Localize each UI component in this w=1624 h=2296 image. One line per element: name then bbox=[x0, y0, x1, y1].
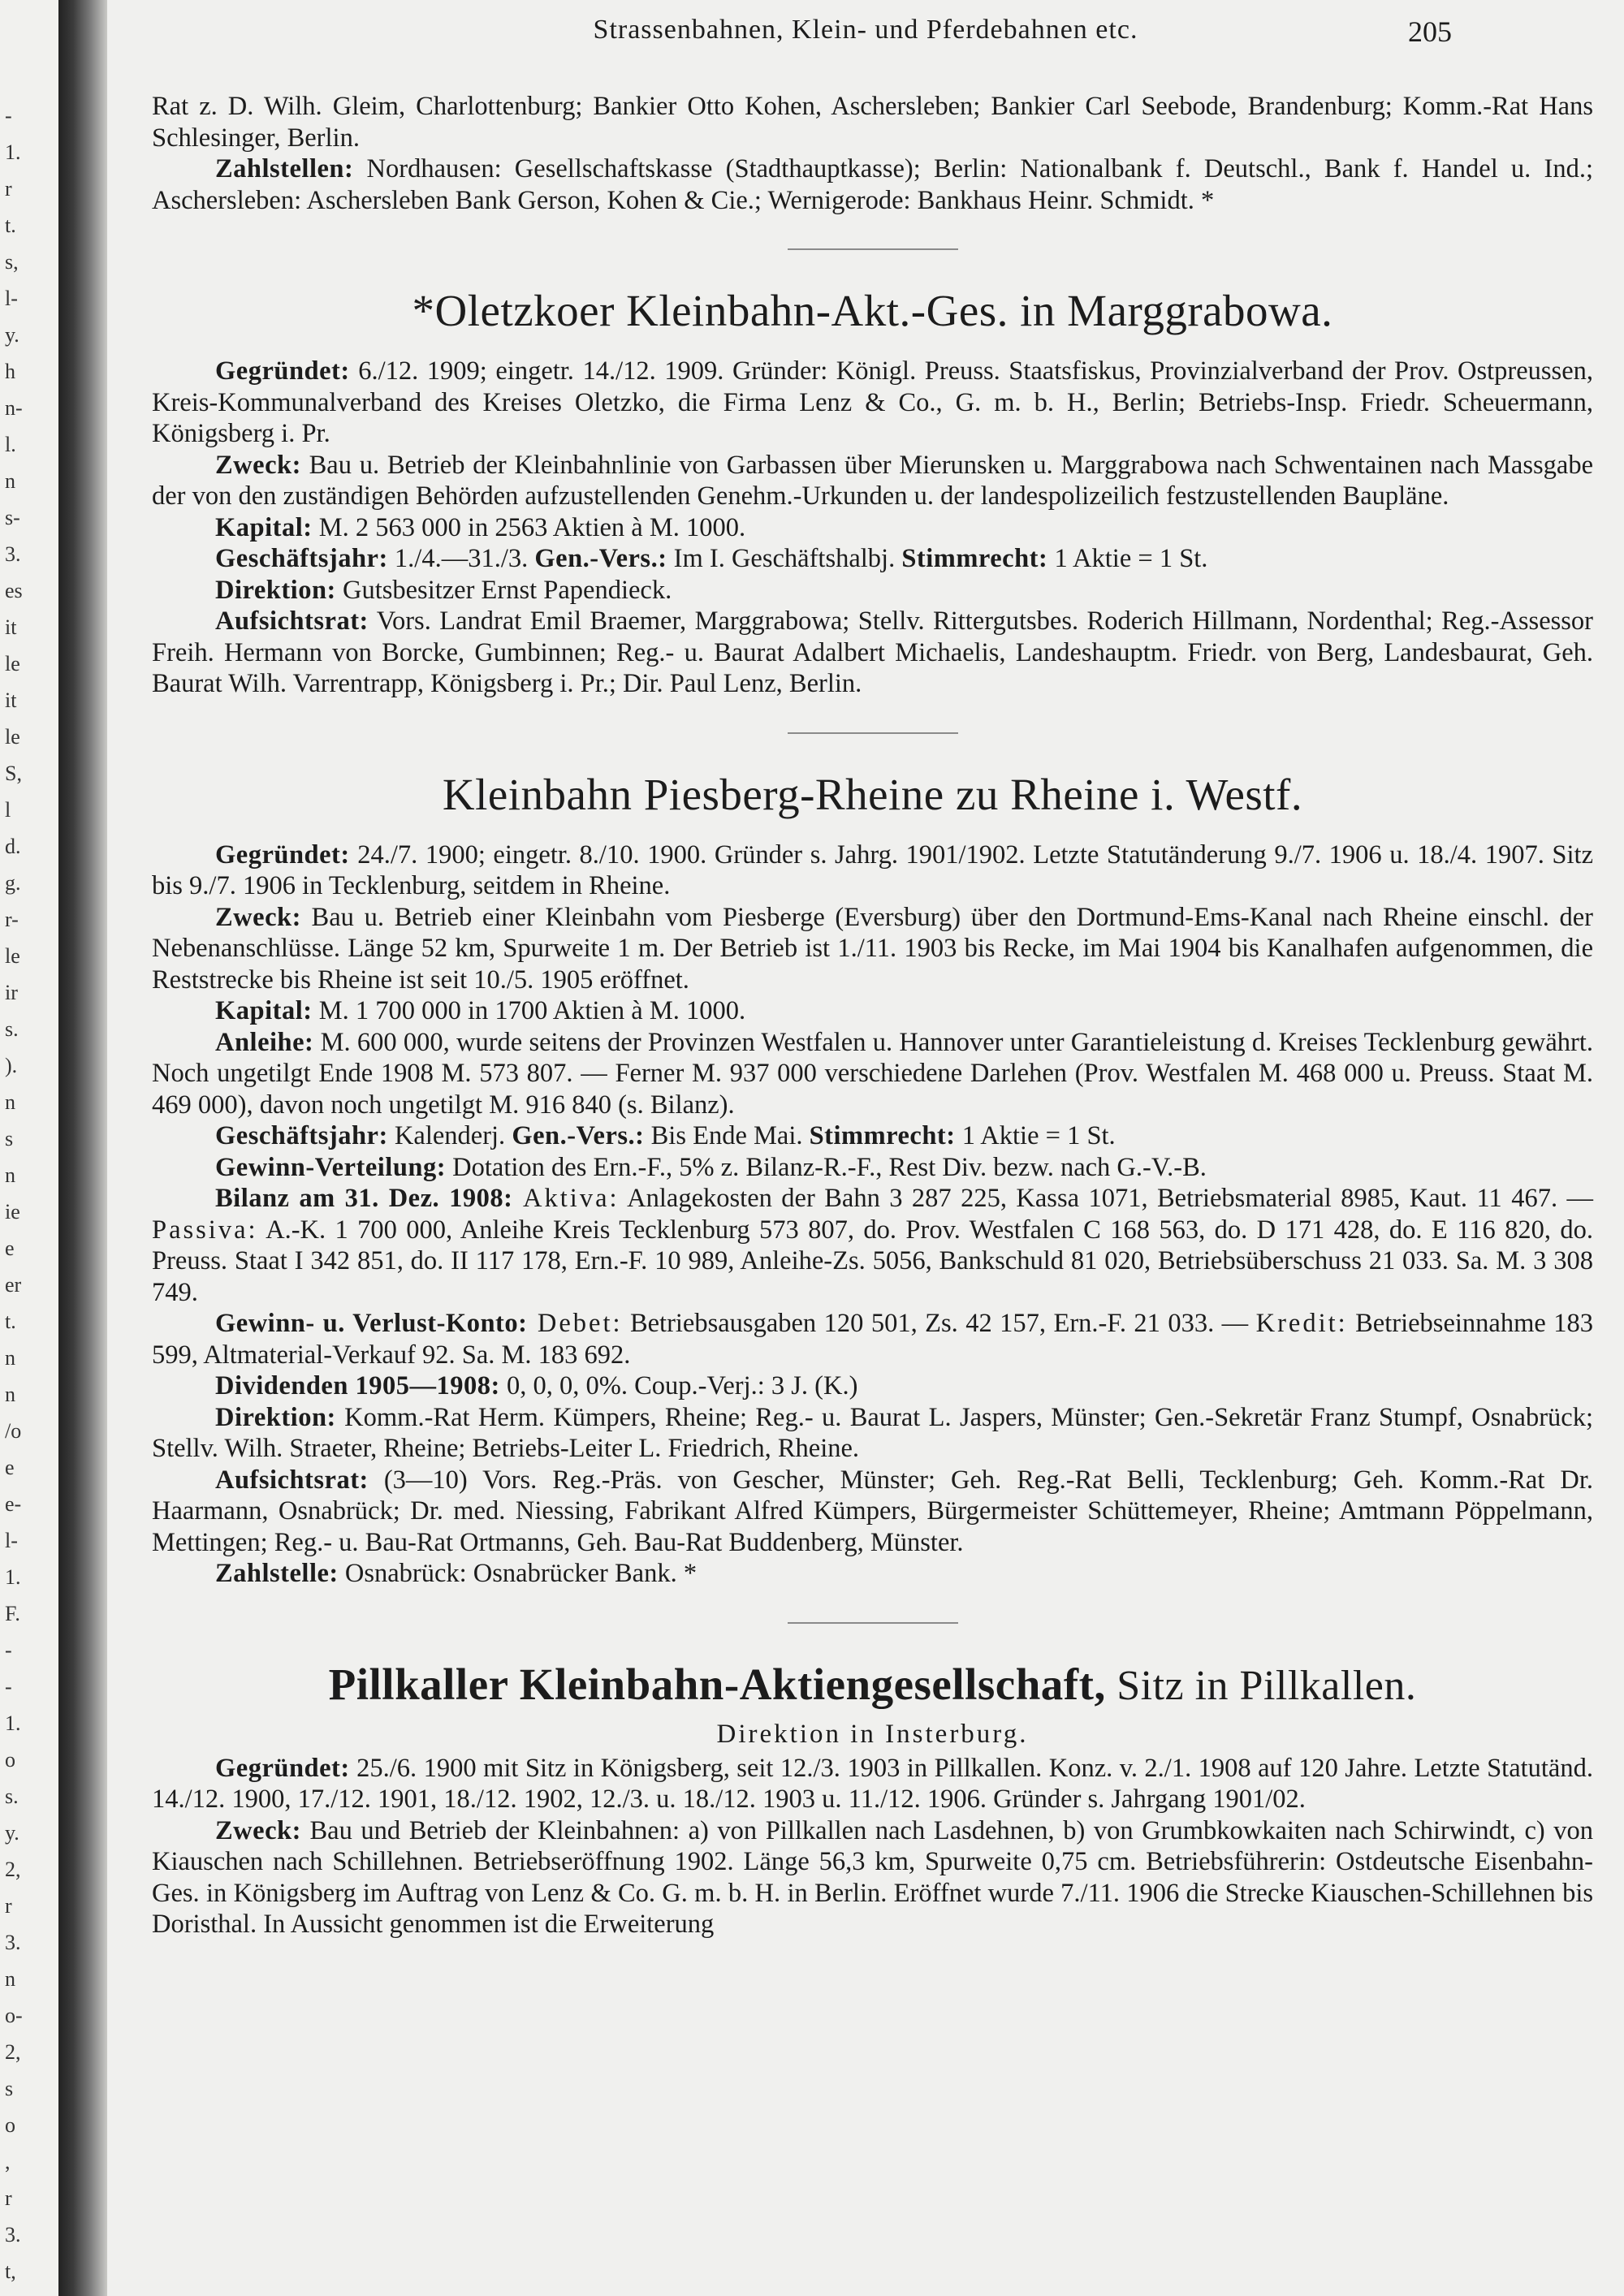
field-text: Betriebsausgaben 120 501, Zs. 42 157, Ern.-F. 21 033. — bbox=[622, 1309, 1256, 1338]
margin-fragment: le bbox=[5, 652, 20, 675]
field-text: Gutsbesitzer Ernst Papendieck. bbox=[335, 575, 672, 605]
margin-fragment: l bbox=[5, 798, 11, 822]
s1-kapital bbox=[152, 512, 1593, 544]
field-text: Komm.-Rat Herm. Kümpers, Rheine; Reg.- u. Baurat L. Jaspers, Münster; Gen.-Sekretär Franz Stumpf, Osnabrück; Stellv. Wilh. Straeter, Rheine; Betriebs-Leiter L. Friedrich, Rheine. bbox=[152, 1402, 1593, 1463]
s2-gegruendet bbox=[152, 839, 1593, 902]
s2-zweck bbox=[152, 902, 1593, 996]
field-label: Gegründet: bbox=[215, 356, 350, 386]
margin-fragment: le bbox=[5, 944, 20, 968]
running-head-title: Strassenbahnen, Klein- und Pferdebahnen etc. bbox=[593, 15, 1138, 45]
field-text: 25./6. 1900 mit Sitz in Königsberg, seit 12./3. 1903 in Pillkallen. Konz. v. 2./1. 1908 auf 120 Jahre. Letzte Statutänd. 14./12. 1900, 17./12. 1901, 18./12. 1902, 12./3. u. 18./12. 1903 u. 11./12. 1906. Gründer s. Jahrgang 1901/02. bbox=[152, 1753, 1593, 1814]
field-text: 1 Aktie = 1 St. bbox=[1047, 544, 1208, 573]
field-label: Bilanz am 31. Dez. 1908: bbox=[215, 1184, 513, 1213]
s2-geschaeftsjahr bbox=[152, 1120, 1593, 1152]
text-column bbox=[152, 91, 1593, 1940]
field-text: M. 2 563 000 in 2563 Aktien à M. 1000. bbox=[312, 512, 746, 542]
field-label: Zweck: bbox=[215, 902, 301, 932]
field-label: Kapital: bbox=[215, 512, 313, 542]
field-label: Geschäftsjahr: bbox=[215, 544, 388, 573]
field-text: Bau u. Betrieb einer Kleinbahn vom Piesberge (Eversburg) über den Dortmund-Ems-Kanal nach Rheine einschl. der Nebenanschlüsse. Länge 52 km, Spurweite 1 m. Der Betrieb ist 1./11. 1903 bis Recke, im Mai 1904 bis Kanalhafen aufgenommen, die Reststrecke bis Rheine ist seit 10./5. 1905 eröffnet. bbox=[152, 902, 1593, 995]
section-subheading: Direktion in Insterburg. bbox=[716, 1719, 1029, 1749]
field-text: 6./12. 1909; eingetr. 14./12. 1909. Gründer: Königl. Preuss. Staatsfiskus, Provinzialverband der Prov. Ostpreussen, Kreis-Kommunalverband des Kreises Oletzko, die Firma Lenz & Co., G. m. b. H., Berlin; Betriebs-Insp. Friedr. Scheuermann, Königsberg i. Pr. bbox=[152, 356, 1593, 448]
field-text: Dotation des Ern.-F., 5% z. Bilanz-R.-F., Rest Div. bezw. nach G.-V.-B. bbox=[446, 1152, 1207, 1182]
field-sublabel: Passiva: bbox=[152, 1215, 258, 1245]
margin-fragment: - bbox=[5, 1675, 12, 1698]
field-label: Gen.-Vers.: bbox=[512, 1121, 645, 1150]
section-heading-oletzkoer: *Oletzkoer Kleinbahn-Akt.-Ges. in Marggrabowa. bbox=[412, 286, 1333, 335]
page bbox=[107, 0, 1624, 2296]
section-divider bbox=[788, 732, 958, 734]
section-divider bbox=[788, 248, 958, 250]
margin-fragment: s- bbox=[5, 506, 20, 529]
margin-fragment: s. bbox=[5, 1017, 19, 1041]
margin-fragment: 2, bbox=[5, 1858, 21, 1881]
heading-main: Pillkaller Kleinbahn-Aktiengesellschaft, bbox=[328, 1659, 1106, 1709]
margin-fragment: l. bbox=[5, 433, 16, 456]
margin-fragment: er bbox=[5, 1273, 22, 1297]
field-text: M. 600 000, wurde seitens der Provinzen Westfalen u. Hannover unter Garantieleistung d. Kreises Tecklenburg gewährt. Noch ungetilgt Ende 1908 M. 573 807. — Ferner M. 937 000 verschiedene Darlehen (Prov. Westfalen M. 468 000 u. Preuss. Staat M. 469 000), davon noch ungetilgt M. 916 840 (s. Bilanz). bbox=[152, 1027, 1593, 1120]
page-number: 205 bbox=[1408, 15, 1452, 48]
field-text: 0, 0, 0, 0%. Coup.-Verj.: 3 J. (K.) bbox=[499, 1371, 858, 1400]
margin-fragment: 1. bbox=[5, 1565, 21, 1589]
field-label: Direktion: bbox=[215, 1402, 336, 1432]
field-label: Zweck: bbox=[215, 1815, 301, 1845]
margin-fragment: 3. bbox=[5, 1931, 21, 1954]
s1-zweck bbox=[152, 450, 1593, 512]
margin-fragment: n bbox=[5, 1163, 15, 1187]
margin-fragment: l- bbox=[5, 1529, 18, 1552]
s1-aufsichtsrat bbox=[152, 606, 1593, 700]
margin-fragment: le bbox=[5, 725, 20, 749]
margin-fragment: 3. bbox=[5, 2223, 21, 2246]
field-text: Betriebseinnahme 183 599, Altmaterial-Verkauf 92. Sa. M. 183 692. bbox=[152, 1309, 1593, 1370]
margin-fragment: e- bbox=[5, 1492, 22, 1516]
field-text: Anlagekosten der Bahn 3 287 225, Kassa 1071, Betriebsmaterial 8985, Kaut. 11 467. — bbox=[619, 1184, 1594, 1213]
s2-dividenden bbox=[152, 1370, 1593, 1402]
margin-fragment: - bbox=[5, 104, 12, 127]
margin-fragment: n bbox=[5, 1967, 15, 1991]
s2-zahlstelle bbox=[152, 1558, 1593, 1590]
margin-fragment: s bbox=[5, 1127, 14, 1150]
s1-direktion bbox=[152, 575, 1593, 606]
margin-fragment: n bbox=[5, 469, 15, 493]
margin-fragment: o- bbox=[5, 2004, 23, 2027]
margin-fragment: d. bbox=[5, 835, 21, 858]
book-spine bbox=[58, 0, 107, 2296]
field-label: Zahlstellen: bbox=[215, 154, 354, 183]
field-text: Kalenderj. bbox=[387, 1121, 512, 1150]
margin-fragment: r bbox=[5, 177, 12, 201]
margin-fragment: g. bbox=[5, 871, 21, 895]
section-heading-piesberg: Kleinbahn Piesberg-Rheine zu Rheine i. Westf. bbox=[442, 769, 1303, 819]
margin-fragment: it bbox=[5, 688, 17, 712]
field-text: 24./7. 1900; eingetr. 8./10. 1900. Gründer s. Jahrg. 1901/1902. Letzte Statutänderung 9./7. 1906 u. 18./4. 1907. Sitz bis 9./7. 1906 in Tecklenburg, seitdem in Rheine. bbox=[152, 839, 1593, 900]
field-label: Gegründet: bbox=[215, 839, 350, 870]
field-label: Gewinn-Verteilung: bbox=[215, 1152, 447, 1182]
field-label: Stimmrecht: bbox=[901, 544, 1048, 573]
margin-fragment: r bbox=[5, 1894, 12, 1918]
field-text: Osnabrück: Osnabrücker Bank. * bbox=[338, 1559, 698, 1588]
margin-fragment: r bbox=[5, 2186, 12, 2210]
field-text: (3—10) Vors. Reg.-Präs. von Gescher, Münster; Geh. Reg.-Rat Belli, Tecklenburg; Geh. Komm.-Rat Dr. Haarmann, Osnabrück; Dr. med. Niessing, Fabrikant Alfred Kümpers, Bürgermeister Schüttemeyer, Rheine; Amtmann Pöppelmann, Mettingen; Reg.- u. Bau-Rat Ortmanns, Geh. Bau-Rat Buddenberg, Münster. bbox=[152, 1465, 1593, 1557]
margin-fragment: h bbox=[5, 360, 15, 383]
section-heading-pillkaller bbox=[152, 1656, 1593, 1715]
field-sublabel: Debet: bbox=[527, 1309, 623, 1338]
field-label: Dividenden 1905—1908: bbox=[215, 1371, 500, 1400]
s2-anleihe bbox=[152, 1027, 1593, 1121]
field-text: 1./4.—31./3. bbox=[387, 544, 535, 573]
margin-fragment: t. bbox=[5, 214, 16, 237]
field-label: Gen.-Vers.: bbox=[534, 544, 667, 573]
margin-fragment: 2, bbox=[5, 2040, 21, 2064]
margin-fragment: n- bbox=[5, 396, 23, 420]
running-head bbox=[107, 15, 1624, 55]
margin-fragment: es bbox=[5, 579, 23, 602]
margin-fragment: r- bbox=[5, 908, 19, 931]
field-label: Gegründet: bbox=[215, 1753, 350, 1783]
margin-fragment: 3. bbox=[5, 542, 21, 566]
margin-fragment: F. bbox=[5, 1602, 20, 1625]
field-text: Bau und Betrieb der Kleinbahnen: a) von Pillkallen nach Lasdehnen, b) von Grumbkowkaiten nach Schirwindt, c) von Kiauschen nach Schillehnen. Betriebseröffnung 1902. Länge 56,3 km, Spurweite 0,75 cm. Betriebsführerin: Ostdeutsche Eisenbahn-Ges. in Königsberg im Auftrag von Lenz & Co. G. m. b. H. in Berlin. Eröffnet wurde 7./11. 1906 die Strecke Kiauschen-Schillehnen bis Doristhal. In Aussicht genommen ist die Erweiterung bbox=[152, 1815, 1593, 1939]
field-text: Nordhausen: Gesellschaftskasse (Stadthauptkasse); Berlin: Nationalbank f. Deutschl., Bank f. Handel u. Ind.; Aschersleben: Aschersleben Bank Gerson, Kohen & Cie.; Wernigerode: Bankhaus Heinr. Schmidt. * bbox=[152, 154, 1593, 215]
s3-gegruendet bbox=[152, 1753, 1593, 1815]
field-sublabel: Kredit: bbox=[1255, 1309, 1348, 1338]
field-label: Kapital: bbox=[215, 996, 313, 1025]
field-label: Zahlstelle: bbox=[215, 1559, 339, 1588]
margin-fragment: s, bbox=[5, 250, 19, 274]
margin-fragment: it bbox=[5, 615, 17, 639]
field-label: Aufsichtsrat: bbox=[215, 1465, 369, 1495]
field-label: Geschäftsjahr: bbox=[215, 1121, 388, 1150]
field-text: 1 Aktie = 1 St. bbox=[955, 1121, 1116, 1150]
margin-fragment: , bbox=[5, 2150, 11, 2173]
margin-fragment: n bbox=[5, 1383, 15, 1406]
s2-kapital bbox=[152, 995, 1593, 1027]
field-label: Gewinn- u. Verlust-Konto: bbox=[215, 1309, 528, 1338]
s2-gewinn-verteilung bbox=[152, 1152, 1593, 1184]
margin-fragment: s bbox=[5, 2077, 14, 2100]
margin-fragment: t, bbox=[5, 2259, 16, 2283]
field-text: M. 1 700 000 in 1700 Aktien à M. 1000. bbox=[312, 996, 746, 1025]
intro-paragraph: Rat z. D. Wilh. Gleim, Charlottenburg; Bankier Otto Kohen, Aschersleben; Bankier Carl Seebode, Brandenburg; Komm.-Rat Hans Schlesinger, Berlin. bbox=[152, 92, 1593, 153]
margin-fragment: y. bbox=[5, 1821, 19, 1845]
adjacent-page-edge bbox=[0, 0, 58, 2296]
field-text: Bis Ende Mai. bbox=[644, 1121, 810, 1150]
field-label: Zweck: bbox=[215, 450, 301, 480]
field-label: Anleihe: bbox=[215, 1027, 314, 1057]
s2-aufsichtsrat bbox=[152, 1465, 1593, 1559]
s2-direktion bbox=[152, 1402, 1593, 1465]
margin-fragment: l- bbox=[5, 287, 18, 310]
field-text: A.-K. 1 700 000, Anleihe Kreis Tecklenburg 573 807, do. Prov. Westfalen C 168 563, do. D 171 428, do. E 116 820, do. Preuss. Staat I 342 851, do. II 117 178, Ern.-F. 10 989, Anleihe-Zs. 5056, Bankschuld 81 020, Betriebsüberschuss 21 033. Sa. M. 3 308 749. bbox=[152, 1215, 1593, 1307]
heading-tail: Sitz in Pillkallen. bbox=[1105, 1662, 1417, 1709]
field-label: Direktion: bbox=[215, 575, 336, 605]
field-text: Vors. Landrat Emil Braemer, Marggrabowa; Stellv. Rittergutsbes. Roderich Hillmann, Nordenthal; Reg.-Assessor Freih. Hermann von Borcke, Gumbinnen; Reg.- u. Baurat Adalbert Michaelis, Landeshauptm. Friedr. von Berg, Landesbaurat, Geh. Baurat Wilh. Varrentrapp, Königsberg i. Pr.; Dir. Paul Lenz, Berlin. bbox=[152, 606, 1593, 698]
intro-zahlstellen bbox=[152, 153, 1593, 216]
margin-fragment: e bbox=[5, 1456, 15, 1479]
margin-fragment: 1. bbox=[5, 1711, 21, 1735]
margin-fragment: o bbox=[5, 2113, 15, 2137]
margin-fragment: e bbox=[5, 1236, 15, 1260]
margin-fragment: ie bbox=[5, 1200, 20, 1224]
margin-fragment: n bbox=[5, 1346, 15, 1370]
margin-fragment: s. bbox=[5, 1785, 19, 1808]
field-label: Aufsichtsrat: bbox=[215, 606, 369, 636]
margin-fragment: S, bbox=[5, 762, 22, 785]
s1-geschaeftsjahr bbox=[152, 543, 1593, 575]
s2-gewinn-verlust bbox=[152, 1308, 1593, 1370]
field-text: Bau u. Betrieb der Kleinbahnlinie von Garbassen über Mierunsken u. Marggrabowa nach Schwentainen nach Massgabe der von den zuständigen Behörden aufzustellenden Genehm.-Urkunden u. der landespolizeilich festzustellenden Baupläne. bbox=[152, 450, 1593, 511]
margin-fragment: o bbox=[5, 1748, 15, 1772]
s3-zweck bbox=[152, 1815, 1593, 1940]
margin-fragment: ir bbox=[5, 981, 18, 1004]
margin-fragment: t. bbox=[5, 1310, 16, 1333]
field-label: Stimmrecht: bbox=[809, 1121, 956, 1150]
margin-fragment: ). bbox=[5, 1054, 18, 1077]
s2-bilanz bbox=[152, 1183, 1593, 1308]
field-text: Im I. Geschäftshalbj. bbox=[667, 544, 902, 573]
s1-gegruendet bbox=[152, 356, 1593, 450]
margin-fragment: - bbox=[5, 1638, 12, 1662]
margin-fragment: y. bbox=[5, 323, 19, 347]
section-divider bbox=[788, 1622, 958, 1624]
margin-fragment: 1. bbox=[5, 140, 21, 164]
field-sublabel: Aktiva: bbox=[512, 1184, 620, 1213]
margin-fragment: n bbox=[5, 1090, 15, 1114]
margin-fragment: /o bbox=[5, 1419, 22, 1443]
